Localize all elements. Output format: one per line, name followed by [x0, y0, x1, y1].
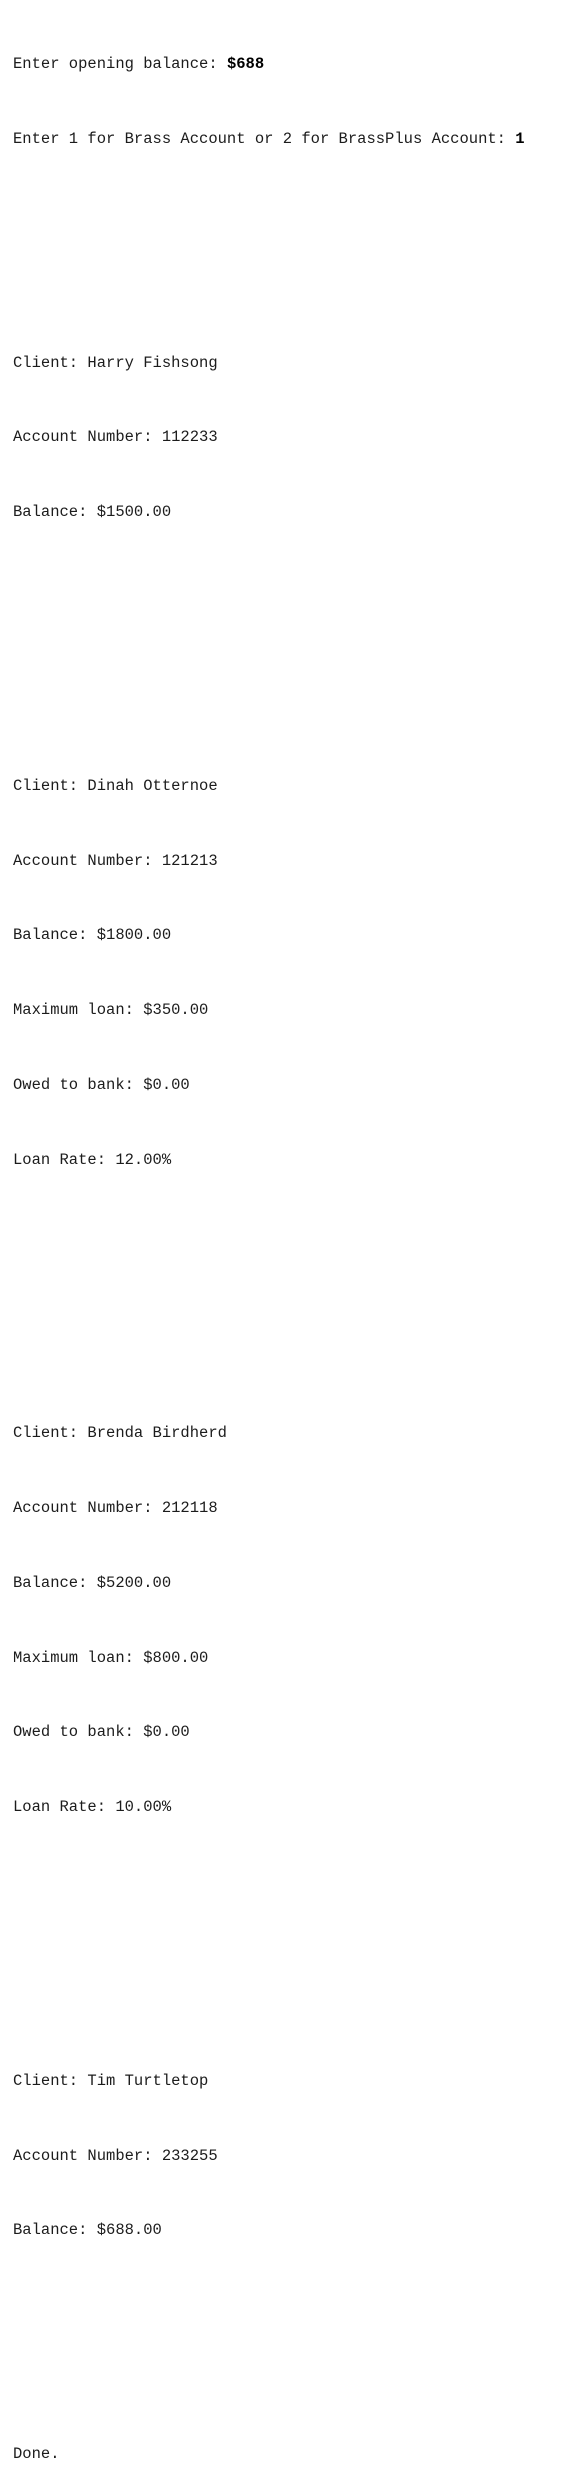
account-block: [13, 2019, 566, 2293]
loan-rate-line: Loan Rate: 12.00%: [13, 1150, 172, 1169]
owed-line: Owed to bank: $0.00: [13, 1075, 190, 1094]
balance-line: Balance: $688.00: [13, 2221, 162, 2240]
blank-line: [13, 1919, 566, 1944]
max-loan-line: Maximum loan: $800.00: [13, 1648, 209, 1667]
loan-rate-line: Loan Rate: 10.00%: [13, 1797, 172, 1816]
client-line: Client: Harry Fishsong: [13, 353, 218, 372]
opening-balance-prompt: [13, 52, 566, 77]
blank-line: [13, 2343, 566, 2368]
client-line: Client: Tim Turtletop: [13, 2071, 209, 2090]
user-input: $688: [226, 54, 265, 73]
account-number-line: Account Number: 121213: [13, 851, 218, 870]
account-number-line: Account Number: 212118: [13, 1499, 218, 1518]
client-line: Client: Brenda Birdherd: [13, 1424, 227, 1443]
blank-line: [13, 625, 566, 650]
balance-line: Balance: $1500.00: [13, 503, 172, 522]
blank-line: [13, 201, 566, 226]
user-input: 1: [515, 129, 525, 148]
balance-line: Balance: $5200.00: [13, 1573, 172, 1592]
prompt-label: Enter opening balance:: [13, 54, 227, 73]
account-type-prompt: [13, 127, 566, 152]
account-number-line: Account Number: 112233: [13, 428, 218, 447]
client-line: Client: Dinah Otternoe: [13, 776, 218, 795]
done-line: Done.: [13, 2445, 60, 2464]
account-block: [13, 724, 566, 1222]
account-block: [13, 301, 566, 575]
blank-line: [13, 1272, 566, 1297]
account-block: [13, 1372, 566, 1870]
account-number-line: Account Number: 233255: [13, 2146, 218, 2165]
balance-line: Balance: $1800.00: [13, 926, 172, 945]
prompt-label: Enter 1 for Brass Account or 2 for BrassPlus Account:: [13, 129, 516, 148]
owed-line: Owed to bank: $0.00: [13, 1723, 190, 1742]
max-loan-line: Maximum loan: $350.00: [13, 1001, 209, 1020]
